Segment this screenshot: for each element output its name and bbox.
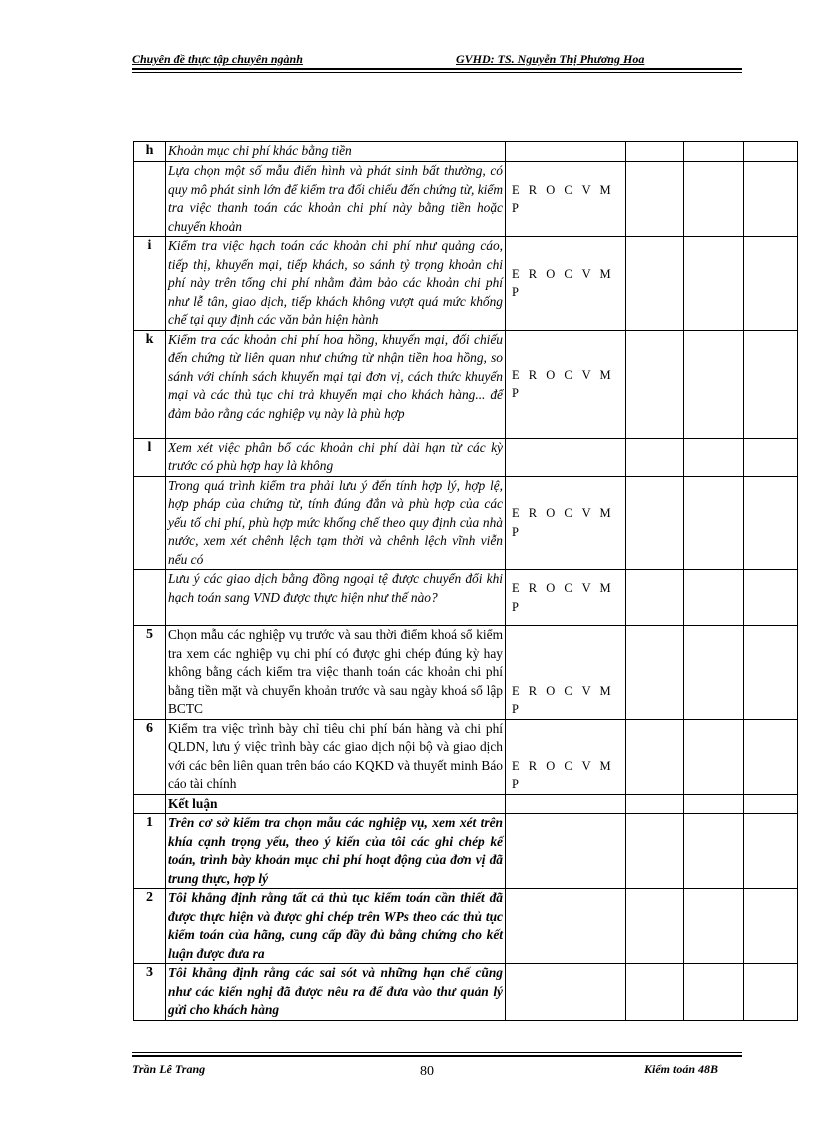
empty-cell <box>684 889 744 964</box>
row-assertion-codes: E R O C V M P <box>506 476 626 570</box>
empty-cell <box>684 814 744 889</box>
empty-cell <box>684 438 744 476</box>
row-description: Tôi khẳng định rằng các sai sót và những hạn chế cũng như các kiến nghị đã được nêu ra để đưa vào thư quản lý gửi cho khách hàng <box>166 964 506 1021</box>
empty-cell <box>626 964 684 1021</box>
empty-cell <box>744 889 798 964</box>
table-row <box>134 964 798 1021</box>
row-assertion-codes: E R O C V M P <box>506 626 626 720</box>
table-row <box>134 162 798 237</box>
audit-procedure-table <box>133 141 798 1021</box>
empty-cell <box>684 626 744 720</box>
empty-cell <box>626 719 684 794</box>
row-description: Lựa chọn một số mẫu điển hình và phát sinh bất thường, có quy mô phát sinh lớn để kiểm tra đối chiếu đến chứng từ, kiểm tra việc thanh toán các khoản chi phí này bằng tiền hoặc chuyển khoản <box>166 162 506 237</box>
page-header <box>132 52 742 68</box>
conclusion-heading: Kết luận <box>166 794 506 814</box>
header-rule-thick <box>132 68 742 70</box>
row-description: Lưu ý các giao dịch bằng đồng ngoại tệ được chuyển đổi khi hạch toán sang VND được thực hiện như thế nào? <box>166 570 506 626</box>
empty-cell <box>744 162 798 237</box>
footer-author: Trần Lê Trang <box>132 1062 206 1076</box>
row-assertion-codes: E R O C V M P <box>506 719 626 794</box>
row-number: k <box>134 330 166 438</box>
empty-cell <box>684 237 744 331</box>
page-number: 80 <box>420 1064 434 1079</box>
row-number: h <box>134 142 166 162</box>
row-number <box>134 794 166 814</box>
row-description: Chọn mẫu các nghiệp vụ trước và sau thời điểm khoá sổ kiểm tra xem các nghiệp vụ chi phí có được ghi chép đúng kỳ hay không bằng cách kiểm tra việc thanh toán các khoản chi phí bằng tiền mặt và chuyển khoản trước và sau ngày khoá sổ lập BCTC <box>166 626 506 720</box>
empty-cell <box>744 626 798 720</box>
row-assertion-codes <box>506 794 626 814</box>
footer-rule-thick <box>132 1055 742 1057</box>
table-row <box>134 330 798 438</box>
empty-cell <box>684 162 744 237</box>
row-number: 5 <box>134 626 166 720</box>
header-left-title: Chuyên đề thực tập chuyên ngành <box>132 52 303 66</box>
empty-cell <box>684 142 744 162</box>
empty-cell <box>744 794 798 814</box>
row-number <box>134 476 166 570</box>
table-row <box>134 814 798 889</box>
empty-cell <box>626 237 684 331</box>
row-assertion-codes: E R O C V M P <box>506 162 626 237</box>
footer-rule-thin <box>132 1052 742 1053</box>
empty-cell <box>744 330 798 438</box>
row-description: Kiểm tra việc trình bày chỉ tiêu chi phí bán hàng và chi phí QLDN, lưu ý việc trình bày các giao dịch nội bộ và giao dịch với các bên liên quan trên báo cáo KQKD và thuyết minh Báo cáo tài chính <box>166 719 506 794</box>
empty-cell <box>744 438 798 476</box>
empty-cell <box>684 964 744 1021</box>
row-number: 6 <box>134 719 166 794</box>
empty-cell <box>626 794 684 814</box>
row-number <box>134 570 166 626</box>
row-assertion-codes <box>506 889 626 964</box>
row-description: Trong quá trình kiểm tra phải lưu ý đến tính hợp lý, hợp lệ, hợp pháp của chứng từ, tính đúng đắn và phù hợp của các yếu tố chi phí, phù hợp mức khống chế theo quy định của nhà nước, xem xét chênh lệch tạm thời và chênh lệch vĩnh viễn nếu có <box>166 476 506 570</box>
empty-cell <box>744 570 798 626</box>
row-description: Kiểm tra các khoản chi phí hoa hồng, khuyến mại, đối chiếu đến chứng từ liên quan như chứng từ nhận tiền hoa hồng, so sánh với chính sách khuyến mại tại đơn vị, cách thức khuyến mại và các thủ tục chi trả khuyến mại cho khách hàng... để đảm bảo rằng các nghiệp vụ này là phù hợp <box>166 330 506 438</box>
empty-cell <box>684 794 744 814</box>
row-number: 2 <box>134 889 166 964</box>
empty-cell <box>744 814 798 889</box>
empty-cell <box>684 330 744 438</box>
table-row <box>134 626 798 720</box>
row-assertion-codes <box>506 814 626 889</box>
row-number: 3 <box>134 964 166 1021</box>
empty-cell <box>626 438 684 476</box>
empty-cell <box>626 889 684 964</box>
row-description: Kiểm tra việc hạch toán các khoản chi phí như quảng cáo, tiếp thị, khuyến mại, tiếp khách, so sánh tỷ trọng khoản chi phí này trên tổng chi phí nhằm đảm bảo các khoản chi phí như lễ tân, giao dịch, tiếp khách không vượt quá mức khống chế tại quy định các văn bản hiện hành <box>166 237 506 331</box>
table-row <box>134 570 798 626</box>
row-description: Trên cơ sở kiểm tra chọn mẫu các nghiệp vụ, xem xét trên khía cạnh trọng yếu, theo ý kiến của tôi các ghi chép kế toán, trình bày khoản mục chi phí hoạt động của đơn vị đã trung thực, hợp lý <box>166 814 506 889</box>
row-assertion-codes <box>506 964 626 1021</box>
table-row <box>134 794 798 814</box>
row-assertion-codes <box>506 142 626 162</box>
row-number: i <box>134 237 166 331</box>
row-assertion-codes <box>506 438 626 476</box>
row-assertion-codes: E R O C V M P <box>506 237 626 331</box>
empty-cell <box>626 330 684 438</box>
row-assertion-codes: E R O C V M P <box>506 570 626 626</box>
row-number: 1 <box>134 814 166 889</box>
table-row <box>134 142 798 162</box>
table-row <box>134 719 798 794</box>
empty-cell <box>744 237 798 331</box>
header-rule-thin <box>132 72 742 73</box>
empty-cell <box>684 476 744 570</box>
empty-cell <box>744 476 798 570</box>
footer-class: Kiểm toán 48B <box>643 1062 718 1076</box>
empty-cell <box>626 814 684 889</box>
empty-cell <box>744 142 798 162</box>
row-description: Khoản mục chi phí khác bằng tiền <box>166 142 506 162</box>
row-number: l <box>134 438 166 476</box>
table-row <box>134 237 798 331</box>
empty-cell <box>684 570 744 626</box>
row-number <box>134 162 166 237</box>
empty-cell <box>626 142 684 162</box>
table-row <box>134 889 798 964</box>
empty-cell <box>684 719 744 794</box>
row-description: Tôi khẳng định rằng tất cả thủ tục kiểm toán cần thiết đã được thực hiện và được ghi chép trên WPs theo các thủ tục kiểm toán của hãng, cung cấp đầy đủ bằng chứng cho kết luận được đưa ra <box>166 889 506 964</box>
header-right-supervisor: GVHD: TS. Nguyễn Thị Phương Hoa <box>456 52 645 66</box>
table-row <box>134 438 798 476</box>
row-description: Xem xét việc phân bổ các khoản chi phí dài hạn từ các kỳ trước có phù hợp hay là không <box>166 438 506 476</box>
table-row <box>134 476 798 570</box>
row-assertion-codes: E R O C V M P <box>506 330 626 438</box>
empty-cell <box>626 476 684 570</box>
empty-cell <box>744 964 798 1021</box>
empty-cell <box>626 626 684 720</box>
empty-cell <box>626 570 684 626</box>
empty-cell <box>744 719 798 794</box>
page-footer <box>132 1062 742 1080</box>
empty-cell <box>626 162 684 237</box>
